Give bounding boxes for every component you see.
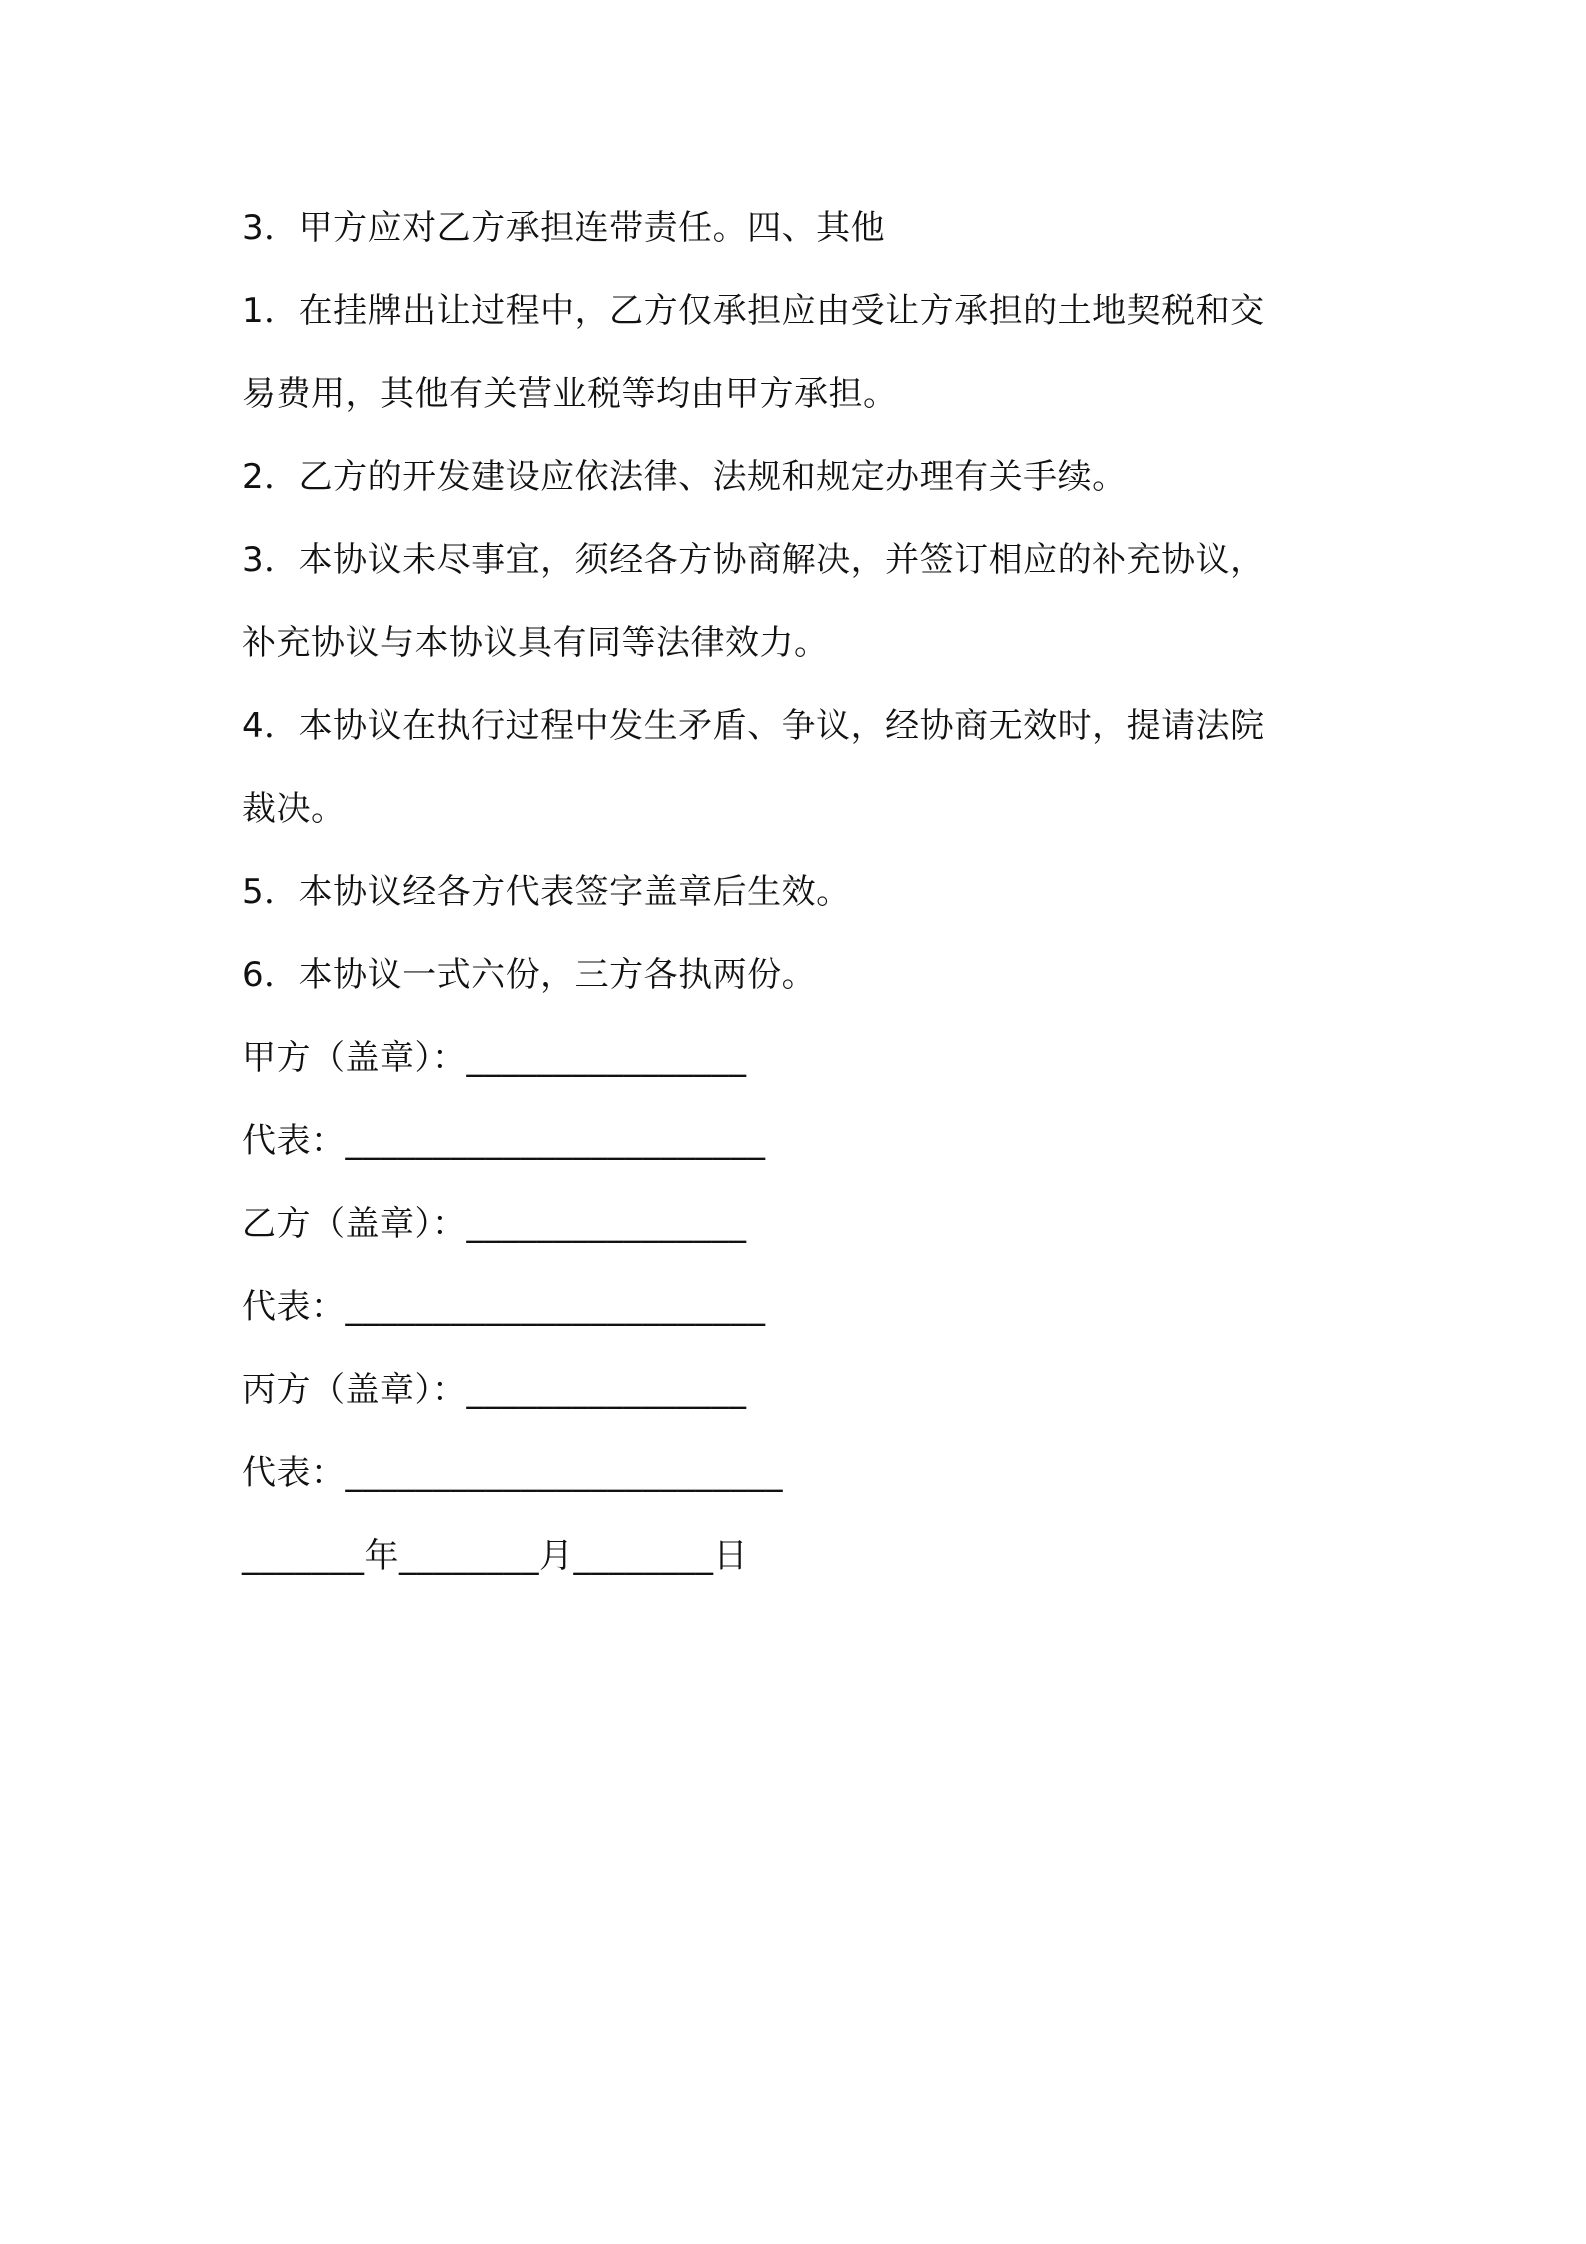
clause-3-line-2: 补充协议与本协议具有同等法律效力。 [242,623,829,663]
party-c-representative-line: 代表：_________________________ [242,1453,783,1493]
clause-2: 2．乙方的开发建设应依法律、法规和规定办理有关手续。 [242,457,1127,497]
clause-1-line-2: 易费用，其他有关营业税等均由甲方承担。 [242,374,898,414]
party-a-seal-line: 甲方（盖章）：________________ [242,1038,747,1078]
date-line: _______年________月________日 [242,1536,748,1576]
party-c-seal-line: 丙方（盖章）：________________ [242,1370,747,1410]
clause-3-liability: 3．甲方应对乙方承担连带责任。四、其他 [242,208,886,248]
party-b-representative-line: 代表：________________________ [242,1287,766,1327]
clause-6: 6．本协议一式六份，三方各执两份。 [242,955,817,995]
party-a-representative-line: 代表：________________________ [242,1121,766,1161]
clause-4-line-2: 裁决。 [242,789,346,829]
clause-3-line-1: 3．本协议未尽事宜，须经各方协商解决，并签订相应的补充协议， [242,540,1265,580]
clause-4-line-1: 4．本协议在执行过程中发生矛盾、争议，经协商无效时，提请法院 [242,706,1265,746]
clause-1-line-1: 1．在挂牌出让过程中，乙方仅承担应由受让方承担的土地契税和交 [242,291,1265,331]
clause-5: 5．本协议经各方代表签字盖章后生效。 [242,872,851,912]
party-b-seal-line: 乙方（盖章）：________________ [242,1204,747,1244]
